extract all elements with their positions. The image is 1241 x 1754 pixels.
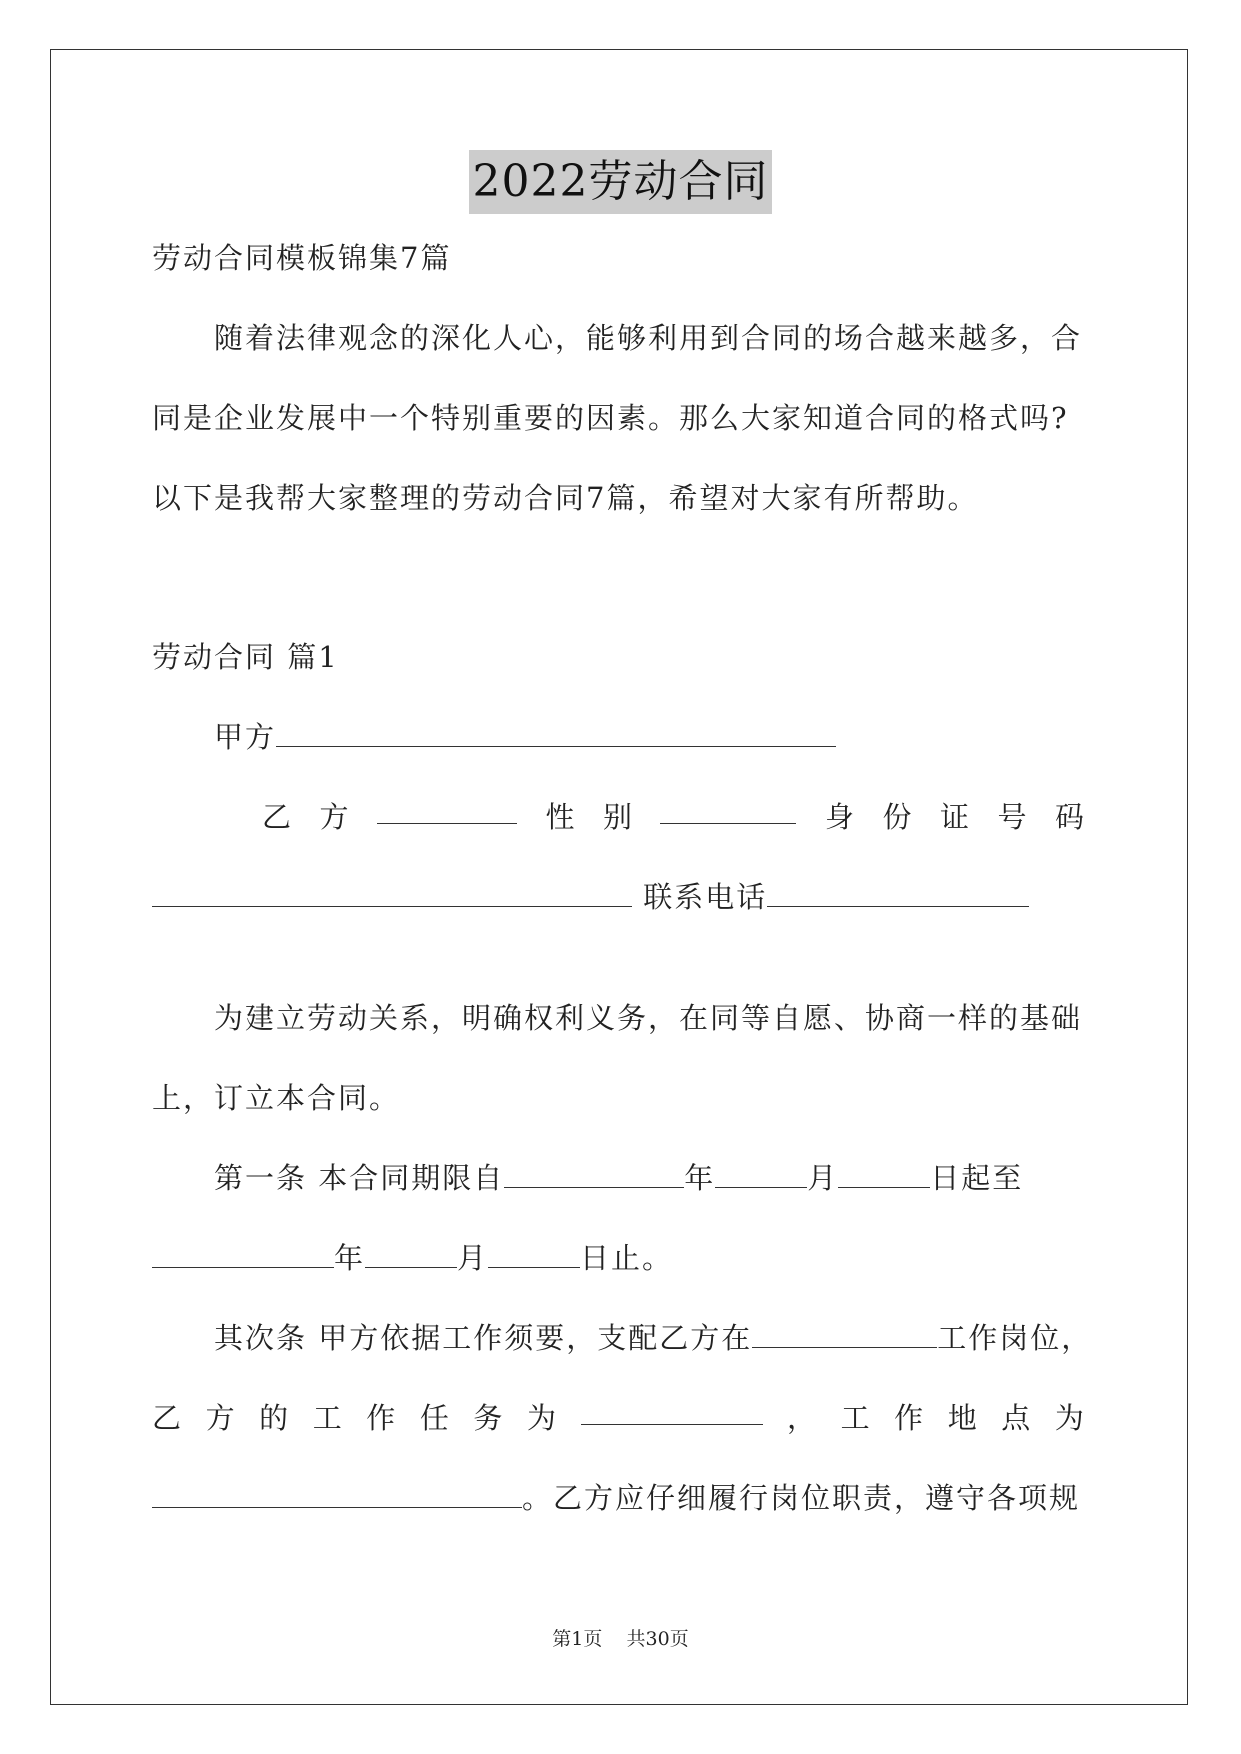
- phone-blank: [767, 880, 1029, 907]
- party-b-line: [262, 797, 1084, 837]
- end-day-blank: [488, 1241, 580, 1268]
- phone-label: 联系电话: [643, 880, 768, 914]
- place-char: 作: [894, 1401, 924, 1435]
- article1-line-1: [214, 1158, 1023, 1198]
- article2-line-2: [152, 1398, 1084, 1438]
- id-char: 身: [824, 800, 854, 834]
- section-heading: 劳动合同 篇1: [152, 640, 339, 674]
- title-wrap: [0, 150, 1241, 214]
- party-b-char: 方: [319, 800, 349, 834]
- party-b-name-blank: [377, 797, 517, 824]
- gender-char: 性: [545, 800, 575, 834]
- subtitle: 劳动合同模板锦集7篇: [152, 241, 452, 275]
- purpose-line-1: 为建立劳动关系，明确权利义务，在同等自愿、协商一样的基础: [214, 1001, 1083, 1035]
- article2-label: 其次条 甲方依据工作须要，支配乙方在: [214, 1321, 753, 1355]
- place-char: 工: [840, 1401, 870, 1435]
- party-b-char: 乙: [262, 800, 292, 834]
- duty-char: 作: [366, 1401, 396, 1435]
- duty-char: 务: [473, 1401, 503, 1435]
- article1-day-to: 日止。: [580, 1241, 674, 1275]
- gender-blank: [660, 797, 796, 824]
- intro-line-1: 随着法律观念的深化人心，能够利用到合同的场合越来越多，合: [214, 321, 1083, 355]
- purpose-line-2: 上，订立本合同。: [152, 1081, 401, 1115]
- end-month-blank: [365, 1241, 457, 1268]
- id-char: 证: [939, 800, 969, 834]
- article1-day-from: 日起至: [930, 1161, 1024, 1195]
- duty-char: 的: [259, 1401, 289, 1435]
- page-footer: [0, 1624, 1241, 1651]
- article1-month: 月: [807, 1161, 839, 1195]
- post-blank: [752, 1321, 937, 1348]
- start-year-blank: [504, 1161, 684, 1188]
- article1-line-2: [152, 1238, 673, 1278]
- article1-month-2: 月: [457, 1241, 489, 1275]
- article1-label: 第一条 本合同期限自: [214, 1161, 505, 1195]
- gender-char: 别: [602, 800, 632, 834]
- intro-line-2: 同是企业发展中一个特别重要的因素。那么大家知道合同的格式吗?: [152, 401, 1069, 435]
- duty-char: 乙: [152, 1401, 182, 1435]
- footer-page: 第1页: [552, 1628, 603, 1650]
- id-char: 份: [882, 800, 912, 834]
- duty-char: 方: [205, 1401, 235, 1435]
- intro-line-3: 以下是我帮大家整理的劳动合同7篇，希望对大家有所帮助。: [152, 481, 979, 515]
- footer-total: 共30页: [626, 1628, 689, 1650]
- start-day-blank: [838, 1161, 930, 1188]
- duty-comma: ，: [787, 1401, 817, 1435]
- party-a-line: [214, 717, 836, 757]
- duty-char: 任: [419, 1401, 449, 1435]
- duty-blank: [581, 1398, 763, 1425]
- article1-year: 年: [684, 1161, 716, 1195]
- duty-char: 工: [312, 1401, 342, 1435]
- duty-char: 为: [526, 1401, 556, 1435]
- article2-line-3: [152, 1478, 1080, 1518]
- place-char: 地: [947, 1401, 977, 1435]
- article2-line-1: [214, 1318, 1092, 1358]
- id-char: 号: [997, 800, 1027, 834]
- party-a-label: 甲方: [214, 720, 277, 754]
- article2-tail: 。乙方应仔细履行岗位职责，遵守各项规: [522, 1481, 1081, 1515]
- id-number-blank: [152, 880, 632, 907]
- start-month-blank: [715, 1161, 807, 1188]
- article2-post: 工作岗位，: [937, 1321, 1093, 1355]
- document-title: 2022劳动合同: [469, 150, 773, 214]
- article1-year-2: 年: [334, 1241, 366, 1275]
- end-year-blank: [152, 1241, 334, 1268]
- place-blank: [152, 1481, 522, 1508]
- place-char: 点: [1001, 1401, 1031, 1435]
- phone-line: [152, 877, 1029, 917]
- id-char: 码: [1054, 800, 1084, 834]
- place-char: 为: [1054, 1401, 1084, 1435]
- party-a-blank: [276, 720, 836, 747]
